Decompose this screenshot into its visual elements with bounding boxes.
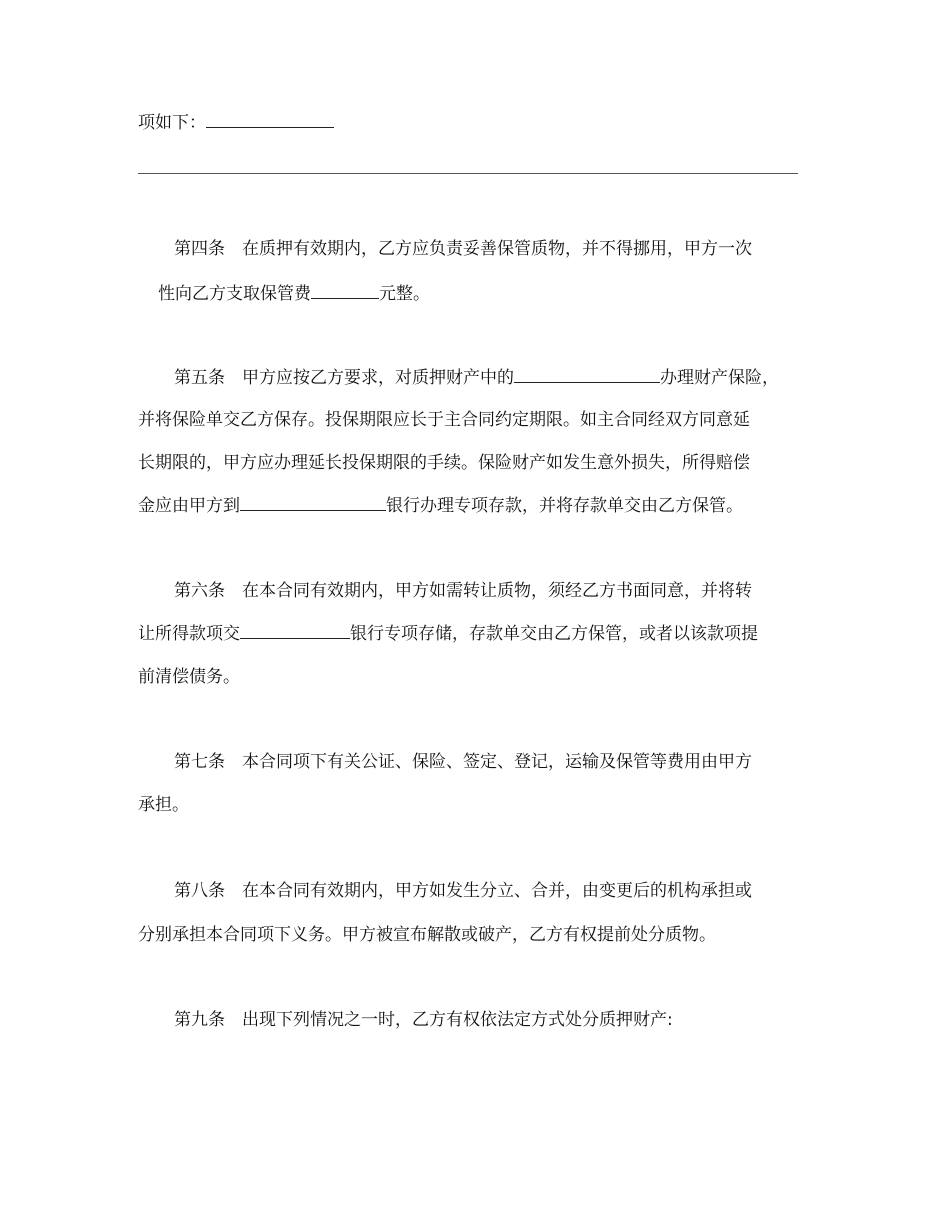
article-5-text-c: 金应由甲方到: [138, 496, 240, 516]
article-8-line-2: 分别承担本合同项下义务。甲方被宣布解散或破产，乙方有权提前处分质物。: [138, 925, 716, 945]
article-7-line-1: 第七条 本合同项下有关公证、保险、签定、登记，运输及保管等费用由甲方: [174, 752, 752, 772]
intro-blank[interactable]: [206, 113, 334, 128]
article-8-line-1: 第八条 在本合同有效期内，甲方如发生分立、合并，由变更后的机构承担或: [174, 881, 752, 901]
article-5-text-d: 银行办理专项存款，并将存款单交由乙方保管。: [386, 496, 743, 516]
horizontal-rule: [138, 173, 798, 174]
bank-blank-1[interactable]: [240, 496, 386, 511]
bank-blank-2[interactable]: [240, 624, 350, 639]
article-4-text-b: 元整。: [379, 284, 430, 304]
article-5-line-3: 长期限的，甲方应办理延长投保期限的手续。保险财产如发生意外损失，所得赔偿: [138, 453, 750, 473]
article-6-line-2: [138, 624, 758, 644]
article-7-line-2: 承担。: [138, 795, 189, 815]
article-5-text-a: 第五条 甲方应按乙方要求，对质押财产中的: [174, 368, 514, 388]
article-4-text-a: 性向乙方支取保管费: [158, 284, 311, 304]
article-5-line-1: [174, 368, 779, 388]
article-6-text-b: 银行专项存储，存款单交由乙方保管，或者以该款项提: [350, 624, 758, 644]
article-5-line-4: [138, 496, 743, 516]
article-6-line-1: 第六条 在本合同有效期内，甲方如需转让质物，须经乙方书面同意，并将转: [174, 581, 752, 601]
intro-line: [138, 113, 334, 133]
article-4-line-2: [158, 284, 430, 304]
article-9-line-1: 第九条 出现下列情况之一时，乙方有权依法定方式处分质押财产:: [174, 1010, 673, 1030]
article-5-line-2: 并将保险单交乙方保存。投保期限应长于主合同约定期限。如主合同经双方同意延: [138, 410, 750, 430]
article-6-text-a: 让所得款项交: [138, 624, 240, 644]
fee-blank[interactable]: [311, 284, 379, 299]
article-6-line-3: 前清偿债务。: [138, 667, 240, 687]
article-4-line-1: 第四条 在质押有效期内，乙方应负责妥善保管质物，并不得挪用，甲方一次: [174, 239, 752, 259]
article-5-text-b: 办理财产保险，: [660, 368, 779, 388]
intro-text: 项如下：: [138, 113, 206, 133]
insured-property-blank[interactable]: [514, 368, 660, 383]
